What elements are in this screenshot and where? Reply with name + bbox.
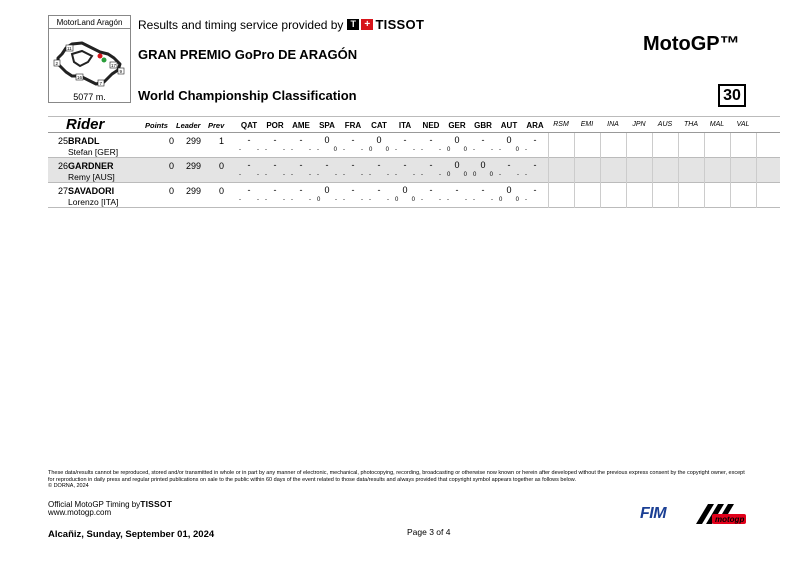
race-result: -: [247, 160, 251, 170]
sub-result: 0: [447, 147, 451, 153]
gap-to-previous: 0: [218, 161, 224, 171]
track-name: MotorLand Aragón: [49, 16, 130, 29]
race-sub-results: [470, 172, 496, 178]
race-sub-results: [496, 172, 522, 178]
sub-result: -: [283, 172, 285, 178]
points-column-header: Points: [145, 121, 168, 130]
gap-to-leader: 299: [185, 186, 201, 196]
race-result: 0: [402, 185, 408, 195]
sub-result: -: [239, 147, 241, 153]
sub-result: 0: [515, 147, 519, 153]
sub-result: -: [413, 172, 415, 178]
rider-first-name: Stefan [GER]: [68, 147, 119, 157]
race-result: -: [247, 135, 251, 145]
race-sub-results: [288, 197, 314, 203]
sub-result: -: [239, 172, 241, 178]
sub-result: -: [439, 147, 441, 153]
race-column-header: VAL: [736, 121, 750, 128]
sub-result: -: [335, 197, 337, 203]
provided-by-text: Results and timing service provided by: [138, 17, 344, 32]
race-sub-results: [236, 172, 262, 178]
race-column-header: EMI: [580, 121, 594, 128]
sub-result: 0: [463, 172, 467, 178]
sub-result: -: [421, 172, 423, 178]
gap-to-previous: 1: [218, 136, 224, 146]
sub-result: -: [317, 172, 319, 178]
race-sub-results: [418, 147, 444, 153]
sub-result: -: [309, 147, 311, 153]
sub-result: -: [491, 147, 493, 153]
sub-result: -: [369, 172, 371, 178]
race-sub-results: [418, 172, 444, 178]
column-divider: [600, 133, 601, 208]
sub-result: -: [517, 172, 519, 178]
table-row: [48, 158, 780, 183]
motogp-logo: [694, 500, 748, 528]
sub-result: 0: [499, 197, 503, 203]
sub-result: -: [239, 197, 241, 203]
race-column-header: CAT: [371, 121, 387, 130]
race-column-header: AUT: [500, 121, 518, 130]
official-timing-text: Official MotoGP Timing by: [48, 499, 141, 509]
race-result: 0: [454, 135, 460, 145]
rider-first-name: Lorenzo [ITA]: [68, 197, 119, 207]
column-divider: [756, 133, 757, 208]
race-column-header: ARA: [526, 121, 544, 130]
race-result: 0: [454, 160, 460, 170]
leader-column-header: Leader: [176, 121, 201, 130]
prev-column-header: Prev: [208, 121, 225, 130]
swiss-cross-icon: +: [361, 19, 373, 30]
sub-result: -: [265, 147, 267, 153]
sub-result: 0: [333, 147, 337, 153]
sub-result: 0: [515, 197, 519, 203]
race-column-header: FRA: [344, 121, 362, 130]
sub-result: -: [361, 147, 363, 153]
race-result: -: [533, 185, 537, 195]
sub-result: -: [291, 172, 293, 178]
round-number: 30: [718, 84, 746, 107]
race-result: -: [507, 160, 511, 170]
race-sub-results: [262, 197, 288, 203]
copyright-disclaimer: [48, 470, 748, 490]
sub-result: -: [257, 147, 259, 153]
location-date: Alcañiz, Sunday, September 01, 2024: [48, 529, 215, 540]
sub-result: -: [525, 197, 527, 203]
race-sub-results: [444, 172, 470, 178]
event-title: GRAN PREMIO GoPro DE ARAGÓN: [138, 47, 358, 62]
race-sub-results: [522, 147, 548, 153]
race-result: -: [299, 135, 303, 145]
race-column-header: INA: [607, 121, 619, 128]
race-result: -: [299, 160, 303, 170]
race-sub-results: [314, 147, 340, 153]
race-sub-results: [392, 197, 418, 203]
race-result: -: [377, 185, 381, 195]
race-sub-results: [314, 197, 340, 203]
race-result: -: [455, 185, 459, 195]
track-length: 5077 m.: [73, 92, 106, 102]
race-column-header: THA: [684, 121, 698, 128]
corner-label: 17: [111, 63, 117, 68]
timing-provider: [138, 17, 424, 32]
race-sub-results: [522, 172, 548, 178]
sub-result: -: [317, 147, 319, 153]
race-column-header: QAT: [240, 121, 258, 130]
race-column-header: SPA: [319, 121, 335, 130]
sub-result: -: [309, 172, 311, 178]
race-column-header: NED: [422, 121, 440, 130]
sub-result: -: [343, 147, 345, 153]
rider-points: 0: [168, 161, 174, 171]
race-column-header: GER: [448, 121, 466, 130]
page-number: Page 3 of 4: [407, 527, 451, 537]
sub-result: 0: [411, 197, 415, 203]
sub-result: -: [257, 197, 259, 203]
tissot-logo: [347, 17, 424, 32]
race-result: -: [403, 160, 407, 170]
sub-result: -: [499, 172, 501, 178]
sub-result: -: [387, 197, 389, 203]
sub-result: -: [369, 197, 371, 203]
track-map: [52, 32, 128, 88]
sub-result: -: [421, 197, 423, 203]
column-divider: [548, 133, 549, 208]
race-result: 0: [506, 185, 512, 195]
sub-result: -: [491, 197, 493, 203]
sub-result: -: [499, 147, 501, 153]
race-sub-results: [262, 172, 288, 178]
race-result: 0: [324, 185, 330, 195]
race-result: -: [351, 185, 355, 195]
motogp-brand-title: MotoGP™: [643, 33, 740, 55]
race-sub-results: [340, 172, 366, 178]
race-sub-results: [496, 147, 522, 153]
sub-result: -: [335, 172, 337, 178]
race-result: -: [351, 160, 355, 170]
sub-result: 0: [395, 197, 399, 203]
race-column-header: GBR: [474, 121, 492, 130]
race-column-header: POR: [266, 121, 284, 130]
sub-result: -: [473, 147, 475, 153]
column-divider: [730, 133, 731, 208]
race-result: -: [481, 135, 485, 145]
sub-result: -: [387, 172, 389, 178]
rider-column-header: Rider: [66, 116, 105, 133]
race-sub-results: [340, 147, 366, 153]
race-sub-results: [392, 147, 418, 153]
race-sub-results: [288, 172, 314, 178]
race-result: -: [273, 185, 277, 195]
rider-position: 25: [57, 136, 68, 146]
race-result: -: [429, 185, 433, 195]
race-result: 0: [324, 135, 330, 145]
sub-result: -: [421, 147, 423, 153]
race-sub-results: [470, 197, 496, 203]
race-result: -: [299, 185, 303, 195]
website-link[interactable]: www.motogp.com: [48, 508, 112, 517]
race-column-header: MAL: [709, 121, 725, 128]
corner-label: 11: [67, 46, 72, 51]
race-sub-results: [444, 197, 470, 203]
sub-result: -: [283, 197, 285, 203]
race-sub-results: [236, 197, 262, 203]
column-divider: [678, 133, 679, 208]
row-separator: [48, 207, 780, 208]
gap-to-leader: 299: [185, 136, 201, 146]
race-result: -: [325, 160, 329, 170]
race-sub-results: [340, 197, 366, 203]
race-column-header: AUS: [657, 121, 673, 128]
copyright-notice: © DORNA, 2024: [48, 483, 89, 489]
sub-result: -: [309, 197, 311, 203]
sub-result: 0: [317, 197, 321, 203]
sub-result: -: [343, 197, 345, 203]
tissot-wordmark: TISSOT: [375, 17, 425, 32]
race-sub-results: [236, 147, 262, 153]
race-sub-results: [262, 147, 288, 153]
fim-logo: FIM: [640, 505, 667, 522]
sub-result: 0: [385, 147, 389, 153]
race-sub-results: [496, 197, 522, 203]
sub-result: -: [291, 147, 293, 153]
disclaimer-text: These data/results cannot be reproduced, stored and/or transmitted in whole or in part by any manner of electronic, mechanical, photocopying, recording, broadcasting or otherwise now known or herein after developed without the previous express consent by the copyright owner, except for reproduction in daily press and regular printed publications on sale to the public within 60 days of the event related to those data/results and always provided that copyright symbol appears together as follows below.: [48, 470, 745, 483]
race-sub-results: [366, 147, 392, 153]
race-column-header: ITA: [398, 121, 412, 130]
race-result: -: [351, 135, 355, 145]
race-result: -: [533, 160, 537, 170]
motogp-logo-text: motogp: [715, 515, 745, 524]
race-sub-results: [418, 197, 444, 203]
race-result: -: [429, 160, 433, 170]
race-result: -: [273, 135, 277, 145]
tissot-t-icon: T: [347, 19, 359, 30]
sub-result: -: [343, 172, 345, 178]
race-column-header: JPN: [632, 121, 646, 128]
race-sub-results: [392, 172, 418, 178]
rider-position: 26: [57, 161, 68, 171]
sub-result: -: [447, 197, 449, 203]
column-divider: [626, 133, 627, 208]
sub-result: -: [361, 197, 363, 203]
column-divider: [574, 133, 575, 208]
corner-label: 16: [77, 75, 83, 80]
race-result: 0: [376, 135, 382, 145]
sub-result: -: [439, 197, 441, 203]
rider-position: 27: [57, 186, 68, 196]
sub-result: 0: [473, 172, 477, 178]
race-result: -: [429, 135, 433, 145]
race-result: -: [533, 135, 537, 145]
sub-result: -: [525, 147, 527, 153]
race-sub-results: [470, 147, 496, 153]
sub-result: -: [265, 172, 267, 178]
sub-result: -: [395, 147, 397, 153]
rider-first-name: Remy [AUS]: [68, 172, 115, 182]
corner-label: 2: [55, 61, 59, 66]
race-result: 0: [506, 135, 512, 145]
tissot-footer-wordmark: TISSOT: [140, 499, 173, 509]
classification-title: World Championship Classification: [138, 88, 357, 103]
sub-result: -: [265, 197, 267, 203]
sub-result: -: [257, 172, 259, 178]
sub-result: 0: [447, 172, 451, 178]
rider-last-name: GARDNER: [68, 161, 114, 171]
race-result: -: [377, 160, 381, 170]
sub-result: -: [395, 172, 397, 178]
race-sub-results: [444, 147, 470, 153]
sub-result: -: [361, 172, 363, 178]
race-column-header: AME: [292, 121, 310, 130]
race-result: -: [247, 185, 251, 195]
corner-label: 7: [99, 81, 103, 86]
sub-result: -: [291, 197, 293, 203]
sub-result: -: [473, 197, 475, 203]
rider-last-name: BRADL: [68, 136, 100, 146]
table-row: [48, 183, 780, 208]
race-result: 0: [480, 160, 486, 170]
race-sub-results: [522, 197, 548, 203]
rider-points: 0: [168, 136, 174, 146]
gap-to-leader: 299: [185, 161, 201, 171]
rider-points: 0: [168, 186, 174, 196]
sub-result: 0: [489, 172, 493, 178]
rider-last-name: SAVADORI: [68, 186, 115, 196]
track-info-box: [48, 15, 131, 103]
column-divider: [704, 133, 705, 208]
sub-result: 0: [463, 147, 467, 153]
corner-label: 9: [119, 69, 123, 74]
race-sub-results: [366, 172, 392, 178]
race-sub-results: [366, 197, 392, 203]
race-column-header: RSM: [553, 121, 569, 128]
table-row: [48, 133, 780, 158]
sub-result: -: [283, 147, 285, 153]
gap-to-previous: 0: [218, 186, 224, 196]
sub-result: -: [525, 172, 527, 178]
table-top-border: [48, 116, 780, 117]
sub-result: 0: [369, 147, 373, 153]
column-divider: [652, 133, 653, 208]
sub-result: -: [439, 172, 441, 178]
race-result: -: [481, 185, 485, 195]
sub-result: -: [465, 197, 467, 203]
race-sub-results: [314, 172, 340, 178]
sub-result: -: [413, 147, 415, 153]
race-result: -: [403, 135, 407, 145]
race-sub-results: [288, 147, 314, 153]
race-result: -: [273, 160, 277, 170]
